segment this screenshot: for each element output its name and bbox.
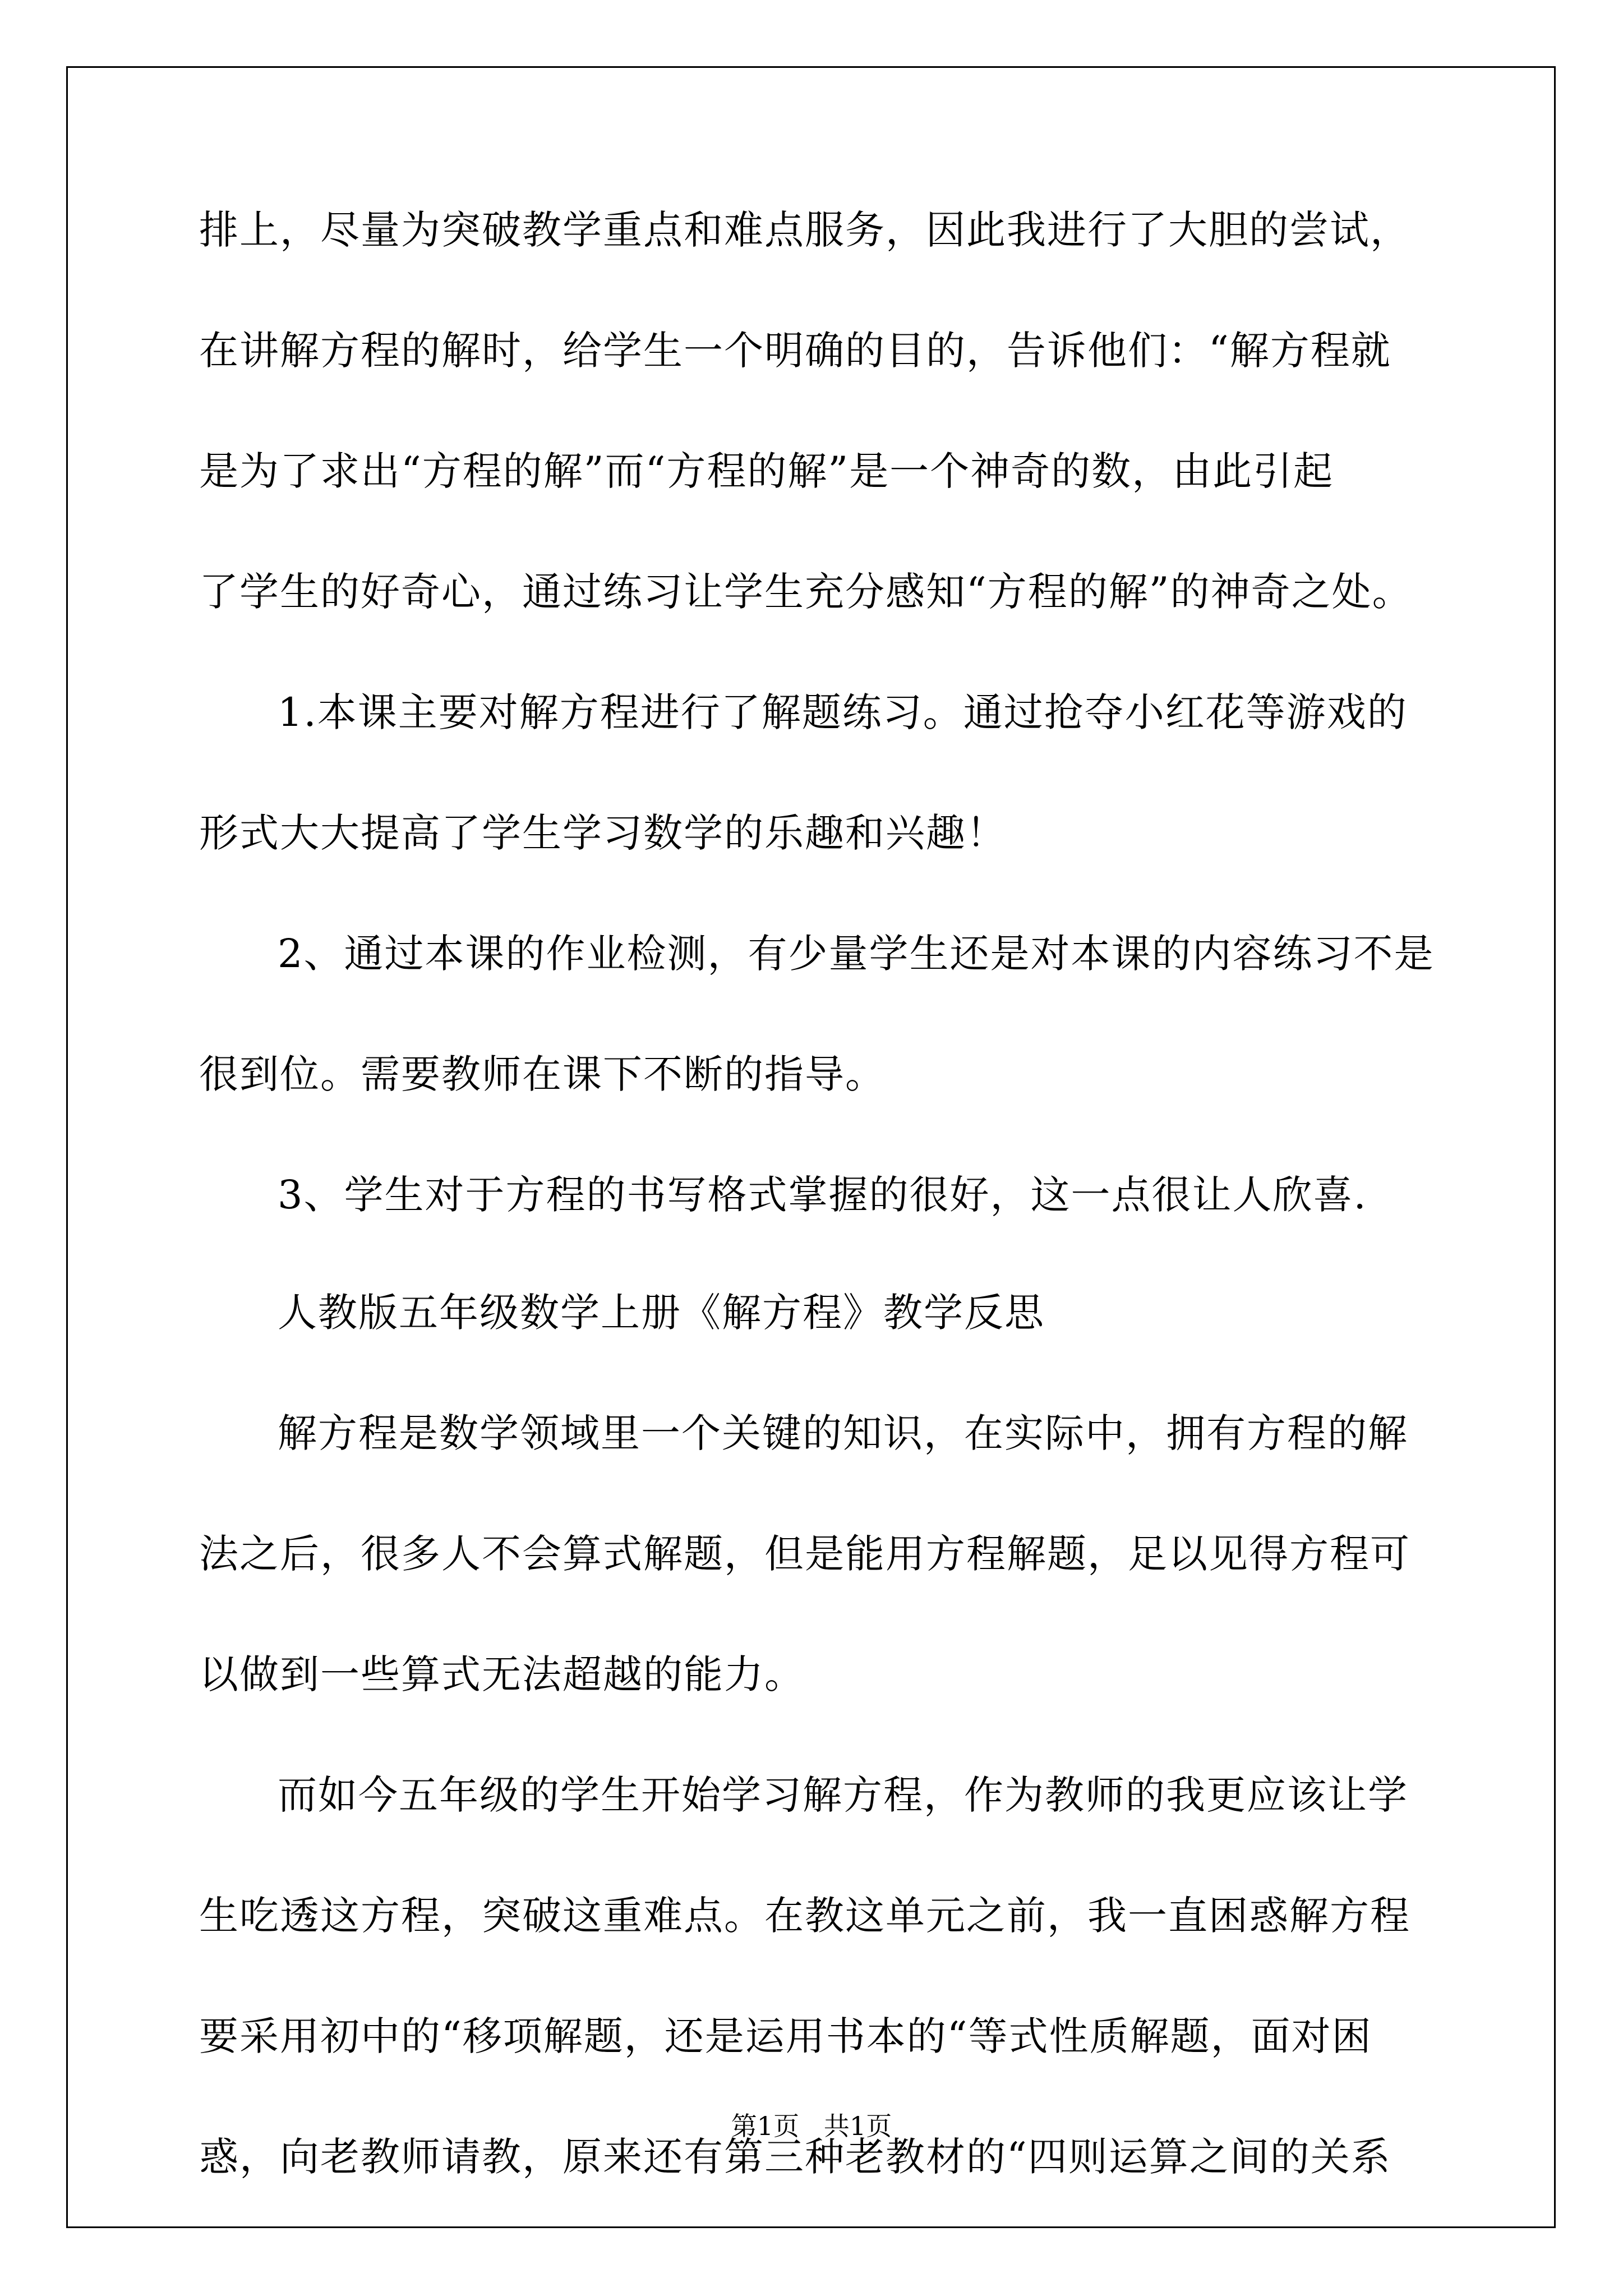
text-line: 排上，尽量为突破教学重点和难点服务，因此我进行了大胆的尝试，: [199, 207, 1410, 253]
page-number-footer: 第1页 共1页: [731, 2111, 892, 2141]
paragraph-first-line: 3、学生对于方程的书写格式掌握的很好，这一点很让人欣喜.: [278, 1172, 1367, 1218]
text-line: 以做到一些算式无法超越的能力。: [199, 1651, 805, 1697]
text-line: 法之后，很多人不会算式解题，但是能用方程解题，足以见得方程可: [199, 1531, 1410, 1577]
paragraph-first-line: 1.本课主要对解方程进行了解题练习。通过抢夺小红花等游戏的: [278, 689, 1408, 735]
text-line: 是为了求出“方程的解”而“方程的解”是一个神奇的数，由此引起: [199, 448, 1334, 494]
paragraph-first-line: 而如今五年级的学生开始学习解方程，作为教师的我更应该让学: [278, 1772, 1408, 1818]
text-line: 在讲解方程的解时，给学生一个明确的目的，告诉他们：“解方程就: [199, 328, 1391, 374]
paragraph-first-line: 2、通过本课的作业检测，有少量学生还是对本课的内容练习不是: [278, 931, 1435, 977]
text-line: 要采用初中的“移项解题，还是运用书本的“等式性质解题，面对困: [199, 2013, 1372, 2059]
text-line: 形式大大提高了学生学习数学的乐趣和兴趣！: [199, 810, 1007, 856]
text-line: 生吃透这方程，突破这重难点。在教这单元之前，我一直困惑解方程: [199, 1893, 1410, 1939]
section-heading: 人教版五年级数学上册《解方程》教学反思: [278, 1290, 1045, 1336]
text-line: 很到位。需要教师在课下不断的指导。: [199, 1051, 886, 1097]
paragraph-first-line: 解方程是数学领域里一个关键的知识，在实际中，拥有方程的解: [278, 1410, 1408, 1456]
text-line: 了学生的好奇心，通过练习让学生充分感知“方程的解”的神奇之处。: [199, 569, 1413, 615]
text-line: 惑，向老教师请教，原来还有第三种老教材的“四则运算之间的关系: [199, 2134, 1391, 2180]
